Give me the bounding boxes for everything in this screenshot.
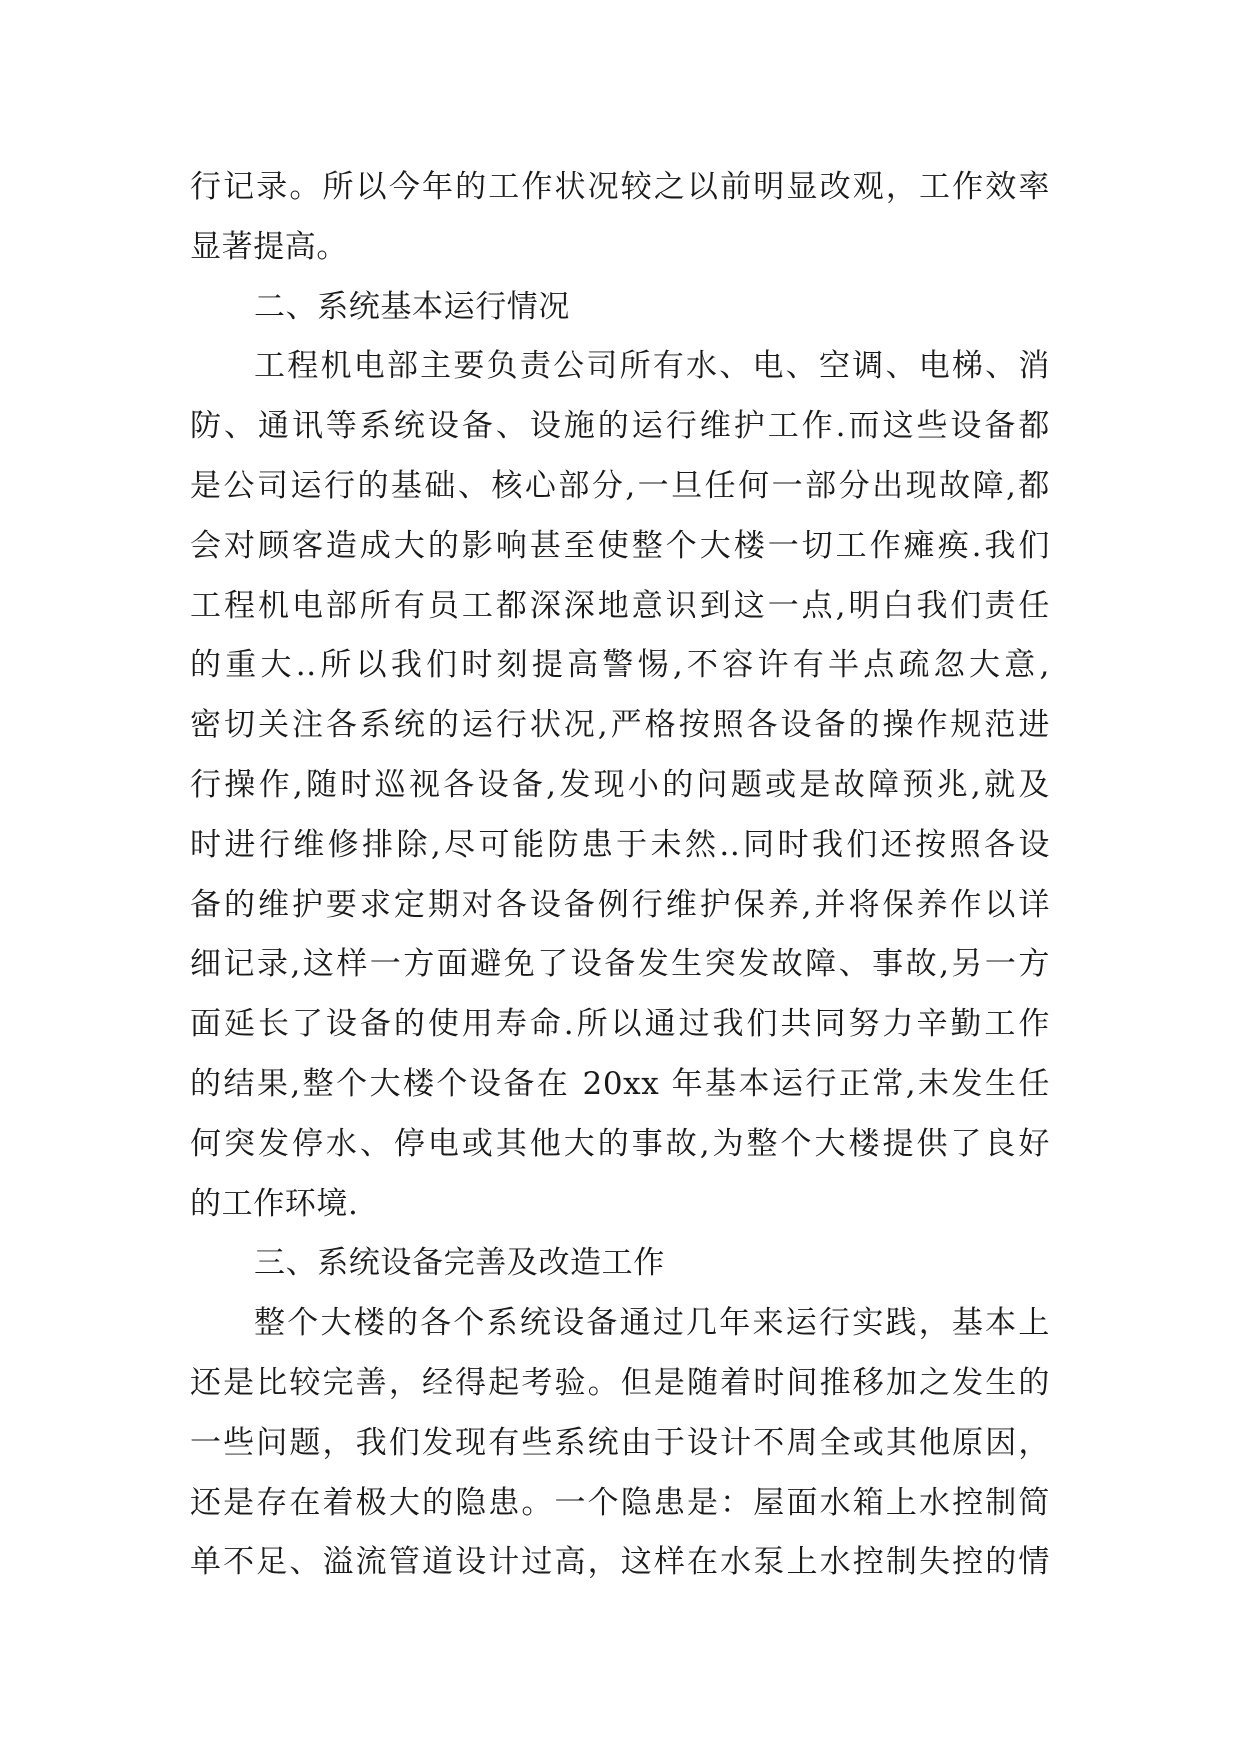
paragraph-line: 显著提高。 — [190, 228, 348, 265]
paragraph-line: 备的维护要求定期对各设备例行维护保养,并将保养作以详 — [190, 886, 1050, 923]
paragraph-line: 会对顾客造成大的影响甚至使整个大楼一切工作瘫痪.我们 — [190, 527, 1050, 564]
paragraph-line: 细记录,这样一方面避免了设备发生突发故障、事故,另一方 — [190, 946, 1050, 983]
section-heading: 三、系统设备完善及改造工作 — [254, 1245, 665, 1282]
paragraph-line: 行操作,随时巡视各设备,发现小的问题或是故障预兆,就及 — [190, 766, 1050, 803]
paragraph-line: 是公司运行的基础、核心部分,一旦任何一部分出现故障,都 — [190, 467, 1050, 504]
paragraph-line: 防、通讯等系统设备、设施的运行维护工作.而这些设备都 — [190, 408, 1050, 445]
paragraph-line: 的重大..所以我们时刻提高警惕,不容许有半点疏忽大意, — [190, 647, 1050, 684]
paragraph-line: 还是比较完善，经得起考验。但是随着时间推移加之发生的 — [190, 1364, 1050, 1401]
document-body — [190, 158, 1050, 1593]
paragraph-line: 时进行维修排除,尽可能防患于未然..同时我们还按照各设 — [190, 826, 1050, 863]
paragraph-line: 行记录。所以今年的工作状况较之以前明显改观，工作效率 — [190, 169, 1050, 205]
paragraph-line: 整个大楼的各个系统设备通过几年来运行实践，基本上 — [254, 1305, 1050, 1342]
paragraph-line: 何突发停水、停电或其他大的事故,为整个大楼提供了良好 — [190, 1125, 1050, 1162]
paragraph-line: 的结果,整个大楼个设备在 20xx 年基本运行正常,未发生任 — [190, 1065, 1050, 1102]
paragraph-line: 的工作环境. — [190, 1185, 359, 1222]
paragraph-line: 工程机电部所有员工都深深地意识到这一点,明白我们责任 — [190, 587, 1050, 624]
paragraph-line: 一些问题，我们发现有些系统由于设计不周全或其他原因， — [190, 1424, 1050, 1461]
paragraph-line: 单不足、溢流管道设计过高，这样在水泵上水控制失控的情 — [190, 1544, 1050, 1581]
section-heading: 二、系统基本运行情况 — [254, 288, 570, 325]
paragraph-line: 面延长了设备的使用寿命.所以通过我们共同努力辛勤工作 — [190, 1006, 1050, 1043]
paragraph-line: 密切关注各系统的运行状况,严格按照各设备的操作规范进 — [190, 707, 1050, 744]
paragraph-line: 还是存在着极大的隐患。一个隐患是：屋面水箱上水控制简 — [190, 1484, 1050, 1521]
paragraph-line: 工程机电部主要负责公司所有水、电、空调、电梯、消 — [254, 348, 1050, 385]
